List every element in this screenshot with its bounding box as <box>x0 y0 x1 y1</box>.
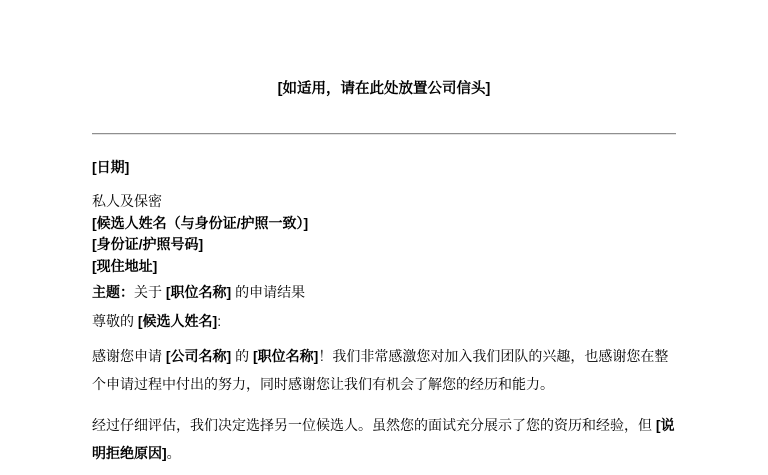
placeholder-text: 主题： <box>92 284 134 300</box>
placeholder-text: [候选人姓名] <box>137 313 218 329</box>
text-segment: 关于 <box>134 284 166 300</box>
address-line: [现住地址] <box>92 257 158 274</box>
text-segment: : <box>217 313 222 329</box>
date-placeholder: [日期] <box>92 159 130 175</box>
address-line: 私人及保密 <box>92 193 162 209</box>
body-paragraph-rejection <box>92 411 680 467</box>
text-segment: 的申请结果 <box>231 284 306 300</box>
placeholder-text: [职位名称] <box>253 348 319 364</box>
subject-line <box>92 285 680 300</box>
placeholder-text: [说明拒绝原因] <box>92 417 675 461</box>
text-segment: ！我们非常感激您对加入我们团队的兴趣，也感谢您在整个申请过程中付出的努力，同时感谢您让我们有机会了解您的经历和能力。 <box>92 348 669 392</box>
body-paragraph-thanks <box>92 342 680 398</box>
placeholder-text: [公司名称] <box>165 348 232 364</box>
letterhead-placeholder: [如适用，请在此处放置公司信头] <box>277 81 491 97</box>
placeholder-text: [职位名称] <box>165 284 232 300</box>
text-segment: 的 <box>231 348 253 364</box>
recipient-address-block <box>92 191 680 277</box>
greeting-line <box>92 314 680 329</box>
letterhead-divider <box>92 133 676 135</box>
text-segment: 经过仔细评估，我们决定选择另一位候选人。虽然您的面试充分展示了您的资历和经验，但 <box>92 417 656 433</box>
address-line: [候选人姓名（与身份证/护照一致）] <box>92 214 309 231</box>
text-segment: 感谢您申请 <box>92 348 166 364</box>
address-line: [身份证/护照号码] <box>92 236 204 252</box>
text-segment: 尊敬的 <box>92 313 138 329</box>
text-segment: 。 <box>166 445 181 461</box>
